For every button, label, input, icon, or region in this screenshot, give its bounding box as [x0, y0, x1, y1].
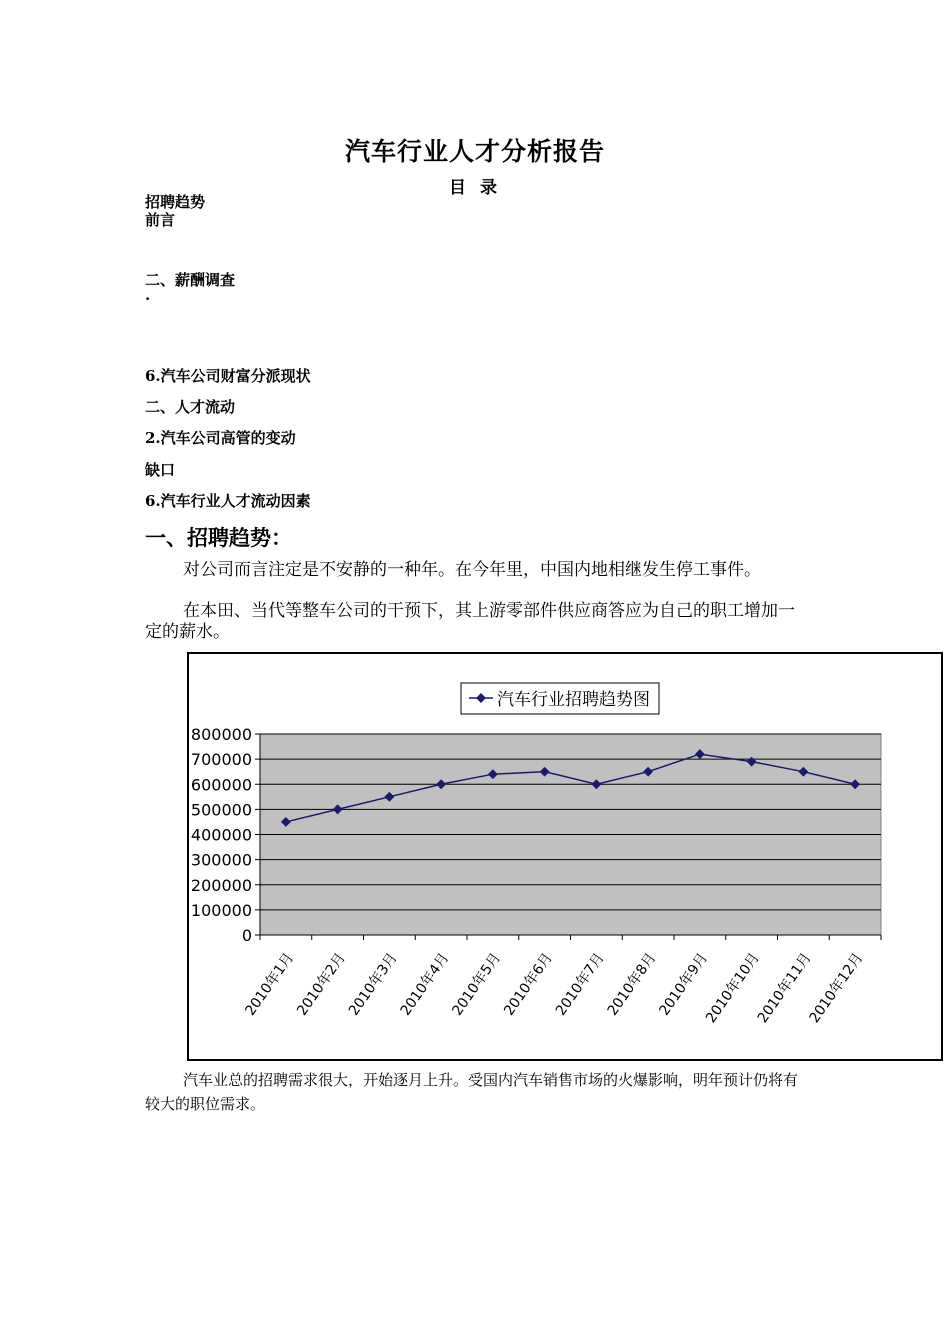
- toc-item: 前言: [145, 211, 176, 229]
- y-tick-label: 700000: [190, 750, 252, 770]
- chart-caption: [145, 1068, 805, 1116]
- paragraph: [145, 601, 805, 643]
- toc-item: 2.汽车公司高管的变动: [145, 429, 296, 447]
- y-tick-label: 100000: [190, 900, 252, 920]
- x-tick-label: 2010年5月: [449, 950, 505, 1019]
- paragraph: [145, 560, 805, 581]
- x-tick-label: 2010年11月: [754, 950, 815, 1027]
- document-title: 汽车行业人才分析报告: [344, 137, 605, 166]
- x-tick-label: 2010年1月: [242, 950, 298, 1019]
- x-tick-label: 2010年8月: [604, 950, 660, 1019]
- legend-label: 汽车行业招聘趋势图: [497, 690, 650, 710]
- paragraph-text: 对公司而言注定是不安静的一种年。在今年里，中国内地相继发生停工事件。: [183, 560, 761, 580]
- x-tick-label: 2010年3月: [345, 950, 401, 1019]
- recruitment-trend-chart: [189, 654, 941, 1059]
- toc-heading: 目 录: [449, 178, 501, 198]
- x-tick-label: 2010年2月: [294, 950, 349, 1019]
- toc-item: 二、人才流动: [145, 398, 236, 416]
- y-tick-label: 500000: [190, 800, 252, 820]
- x-tick-label: 2010年6月: [501, 950, 556, 1019]
- y-tick-label: 200000: [190, 875, 252, 895]
- toc-item: 二、薪酬调查: [145, 271, 236, 289]
- toc-item: 招聘趋势: [145, 193, 206, 211]
- chart-frame: [187, 652, 943, 1061]
- x-tick-label: 2010年10月: [703, 950, 763, 1027]
- x-tick-label: 2010年4月: [397, 950, 453, 1019]
- y-tick-label: 300000: [190, 850, 252, 870]
- toc-item: ·: [145, 290, 151, 308]
- y-tick-label: 400000: [190, 825, 252, 845]
- toc-item: 6.汽车公司财富分派现状: [145, 367, 311, 385]
- y-tick-label: 800000: [190, 725, 252, 744]
- caption-text: 汽车业总的招聘需求很大，开始逐月上升。受国内汽车销售市场的火爆影响，明年预计仍将有较大的职位需求。: [145, 1071, 799, 1113]
- x-tick-label: 2010年12月: [806, 950, 867, 1027]
- section-heading: 一、招聘趋势：: [145, 525, 292, 550]
- chart-legend: [461, 683, 659, 714]
- y-tick-label: 0: [241, 926, 252, 945]
- x-tick-label: 2010年9月: [656, 950, 712, 1019]
- x-tick-label: 2010年7月: [552, 950, 608, 1019]
- y-tick-label: 600000: [190, 775, 252, 795]
- paragraph-text: 在本田、当代等整车公司的干预下，其上游零部件供应商答应为自己的职工增加一定的薪水。: [145, 601, 795, 642]
- toc-item: 6.汽车行业人才流动因素: [145, 492, 311, 510]
- toc-item: 缺口: [145, 461, 176, 479]
